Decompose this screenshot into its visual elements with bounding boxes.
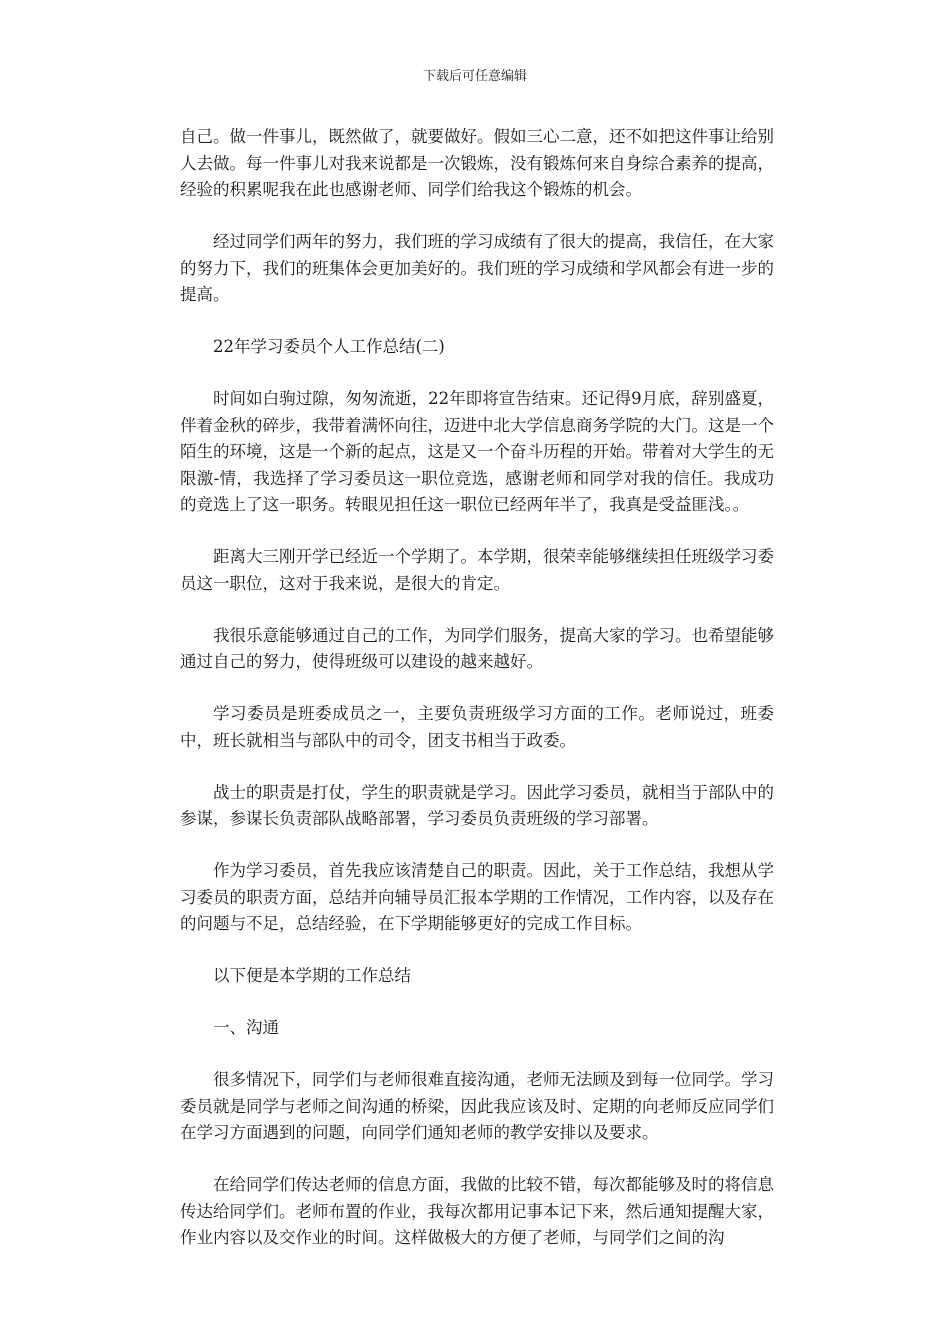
paragraph: 自己。做一件事儿，既然做了，就要做好。假如三心二意，还不如把这件事让给别人去做。每一件事儿对我来说都是一次锻炼，没有锻炼何来自身综合素养的提高，经验的积累呢我在此也感谢老师、同学们给我这个锻炼的机会。 xyxy=(180,127,774,199)
section-heading: 一、沟通 xyxy=(213,1018,279,1037)
section-intro: 以下便是本学期的工作总结 xyxy=(213,966,411,985)
paragraph: 在给同学们传达老师的信息方面，我做的比较不错，每次都能够及时的将信息传达给同学们。老师布置的作业，我每次都用记事本记下来，然后通知提醒大家，作业内容以及交作业的时间。这样做极大的方便了老师，与同学们之间的沟 xyxy=(180,1175,774,1247)
paragraph: 距离大三刚开学已经近一个学期了。本学期，很荣幸能够继续担任班级学习委员这一职位，这对于我来说，是很大的肯定。 xyxy=(180,547,774,593)
document-body xyxy=(180,124,774,1277)
paragraph: 时间如白驹过隙，匆匆流逝，22年即将宣告结束。还记得9月底，辞别盛夏，伴着金秋的碎步，我带着满怀向往，迈进中北大学信息商务学院的大门。这是一个陌生的环境，这是一个新的起点，这是又一个奋斗历程的开始。带着对大学生的无限激-情，我选择了学习委员这一职位竞选，感谢老师和同学对我的信任。我成功的竞选上了这一职务。转眼见担任这一职位已经两年半了，我真是受益匪浅。。 xyxy=(180,389,774,514)
paragraph: 战士的职责是打仗，学生的职责就是学习。因此学习委员，就相当于部队中的参谋，参谋长负责部队战略部署，学习委员负责班级的学习部署。 xyxy=(180,782,774,828)
paragraph: 学习委员是班委成员之一，主要负责班级学习方面的工作。老师说过，班委中，班长就相当与部队中的司令，团支书相当于政委。 xyxy=(180,704,774,750)
page-header: 下载后可任意编辑 xyxy=(422,69,527,84)
paragraph: 我很乐意能够通过自己的工作，为同学们服务，提高大家的学习。也希望能够通过自己的努力，使得班级可以建设的越来越好。 xyxy=(180,625,774,671)
paragraph: 经过同学们两年的努力，我们班的学习成绩有了很大的提高，我信任，在大家的努力下，我们的班集体会更加美好的。我们班的学习成绩和学风都会有进一步的提高。 xyxy=(180,232,774,304)
section-title: 22年学习委员个人工作总结(二) xyxy=(213,337,445,356)
paragraph: 作为学习委员，首先我应该清楚自己的职责。因此，关于工作总结，我想从学习委员的职责方面，总结并向辅导员汇报本学期的工作情况，工作内容，以及存在的问题与不足，总结经验，在下学期能够更好的完成工作目标。 xyxy=(180,861,774,933)
paragraph: 很多情况下，同学们与老师很难直接沟通，老师无法顾及到每一位同学。学习委员就是同学与老师之间沟通的桥梁，因此我应该及时、定期的向老师反应同学们在学习方面遇到的问题，向同学们通知老师的教学安排以及要求。 xyxy=(180,1070,774,1142)
